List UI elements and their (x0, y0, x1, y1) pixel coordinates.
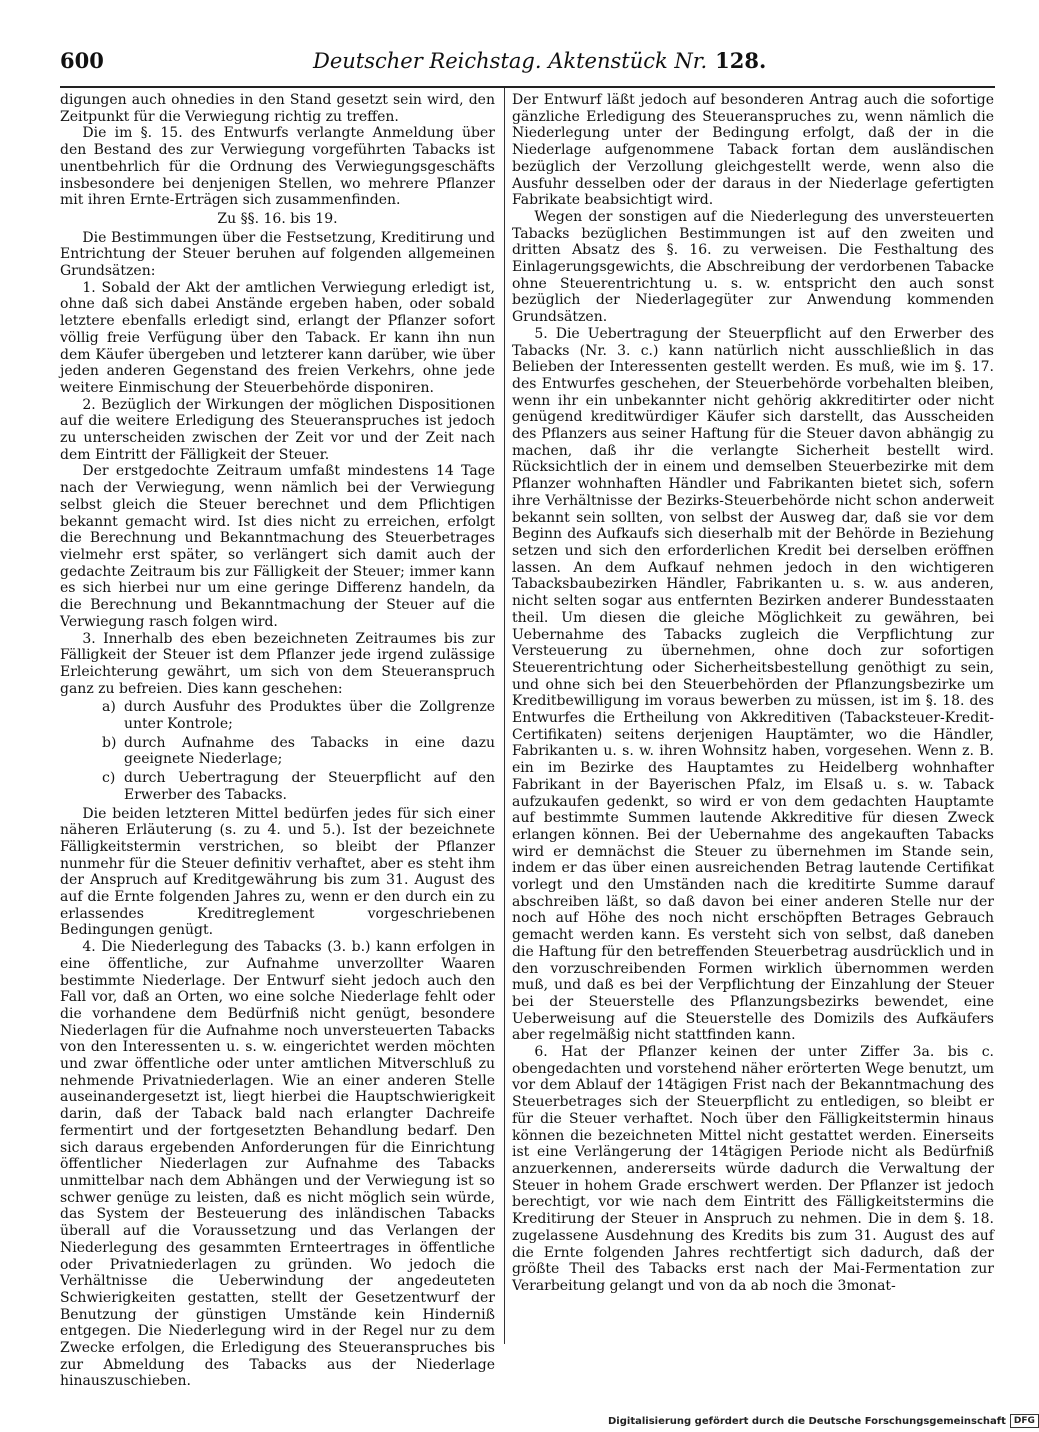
paragraph: Wegen der sonstigen auf die Niederlegung des unversteuerten Tabacks bezüglichen Bestimmungen ist auf den zweiten und dritten Absatz des §. 16. zu verweisen. Die Festhaltung des Einlagerungsgewichts, die Abschreibung der verdorbenen Tabacke ohne Steuerentrichtung u. s. w. entspricht den auch sonst bezüglich der Niederlagegüter zur Anwendung kommenden Grundsätzen. (512, 208, 994, 326)
list-item (102, 699, 495, 732)
list-item-text: durch Ausfuhr des Produktes über die Zollgrenze unter Kontrole; (124, 699, 495, 733)
paragraph: Die beiden letzteren Mittel bedürfen jedes für sich einer näheren Erläuterung (s. zu 4. und 5.). Ist der bezeichnete Fälligkeitstermin verstrichen, so bleibt der Pflanzer nunmehr für die Steuer definitiv verhaftet, aber es steht ihm der Anspruch auf Kreditgewährung bis zum 31. August des auf die Ernte folgenden Jahres zu, wenn er den durch ein zu erlassendes Kreditreglement vorgeschriebenen Bedingungen genügt. (60, 805, 495, 939)
list-item-label: c) (102, 770, 116, 787)
left-column (60, 92, 495, 1390)
page-number: 600 (60, 48, 104, 73)
page-header (60, 48, 767, 78)
paragraph: Der erstgedochte Zeitraum umfaßt mindestens 14 Tage nach der Verwiegung, wenn nämlich bei der Verwiegung selbst gleich die Steuer berechnet und dem Pflichtigen bekannt gemacht wird. Ist dies nicht zu erreichen, erfolgt die Berechnung und Bekanntmachung des Steuerbetrages vielmehr erst später, so verlängert sich damit auch der gedachte Zeitraum bis zur Fälligkeit der Steuer; immer kann es sich hierbei nur um eine geringe Differenz handeln, da die Berechnung und Bekanntmachung der Steuer auf die Verwiegung rasch folgen wird. (60, 463, 495, 630)
running-title-text: Deutscher Reichstag. Aktenstück Nr. (313, 49, 708, 73)
document-number: 128. (715, 48, 767, 73)
list-item-text: durch Aufnahme des Tabacks in eine dazu geeignete Niederlage; (124, 734, 495, 768)
paragraph: Die Bestimmungen über die Festsetzung, Kreditirung und Entrichtung der Steuer beruhen auf folgenden allgemeinen Grundsätzen: (60, 229, 495, 280)
paragraph: 3. Innerhalb des eben bezeichneten Zeitraumes bis zur Fälligkeit der Steuer ist dem Pflanzer jede irgend zulässige Erleichterung gewährt, um sich von dem Steueranspruch ganz zu befreien. Dies kann geschehen: (60, 630, 495, 697)
paragraph: digungen auch ohnedies in den Stand gesetzt sein wird, den Zeitpunkt für die Verwiegung richtig zu treffen. (60, 92, 495, 125)
paragraph: 6. Hat der Pflanzer keinen der unter Ziffer 3a. bis c. obengedachten und vorstehend näher erörterten Wege benutzt, um vor dem Ablauf der 14tägigen Frist nach der Bekanntmachung des Steuerbetrages sich der Steuerpflicht zu entledigen, so bleibt er für die Steuer verhaftet. Noch über den Fälligkeitstermin hinaus können die bezeichneten Mittel nicht gestattet werden. Einerseits ist eine Verlängerung der 14tägigen Periode nicht als Bedürfniß anzuerkennen, andererseits würde dadurch die Verwaltung der Steuer in hohem Grade erschwert werden. Der Pflanzer ist jedoch berechtigt, vor wie nach dem Eintritt des Fälligkeitstermins die Kreditirung der Steuer in Anspruch zu nehmen. Die in dem §. 18. zugelassene Ausdehnung des Kredits bis zum 31. August des auf die Ernte folgenden Jahres rechtfertigt sich dadurch, daß der größte Theil des Tabacks erst nach der Mai-Fermentation zur Verarbeitung gelangt und von da ab noch die 3monat- (512, 1044, 994, 1294)
list-item-label: a) (102, 699, 116, 716)
header-rule (60, 86, 995, 88)
section-heading: Zu §§. 16. bis 19. (217, 210, 338, 227)
paragraph: 4. Die Niederlegung des Tabacks (3. b.) kann erfolgen in eine öffentliche, zur Aufnahme unverzollter Waaren bestimmte Niederlage. Der Entwurf sieht jedoch auch den Fall vor, daß an Orten, wo eine solche Niederlage fehlt oder die vorhandene dem Bedürfniß nicht genügt, besondere Niederlagen für die Aufnahme noch unversteuerten Tabacks von den Interessenten u. s. w. eingerichtet werden möchten und zwar öffentliche oder unter amtlichen Mitverschluß zu nehmende Privatniederlagen. Wie an einer anderen Stelle auseinandergesetzt ist, liegt hierbei die Hauptschwierigkeit darin, daß der Taback bald nach erlangter Dachreife fermentirt und der fortgesetzten Behandlung bedarf. Den sich daraus ergebenden Anforderungen für die Einrichtung öffentlicher Niederlagen zur Aufnahme des Tabacks unmittelbar nach dem Abhängen und der Verwiegung ist so schwer genüge zu leisten, daß es nicht möglich sein würde, das System der Besteuerung des inländischen Tabacks überall auf die Voraussetzung und das Verlangen der Niederlegung des gesammten Ernteertrages in öffentliche oder Privatniederlagen zu gründen. Wo jedoch die Verhältnisse die Ueberwindung der angedeuteten Schwierigkeiten gestatten, stellt der Gesetzentwurf der Benutzung der günstigen Umstände kein Hinderniß entgegen. Die Niederlegung wird in der Regel nur zu dem Zwecke erfolgen, die Erledigung des Steueranspruches bis zur Abmeldung des Tabacks aus der Niederlage hinauszuschieben. (60, 939, 495, 1390)
paragraph: Der Entwurf läßt jedoch auf besonderen Antrag auch die sofortige gänzliche Erledigung des Steueranspruches zu, wenn nämlich die Niederlegung unter der Bedingung erfolgt, daß der in die Niederlage aufgenommene Taback fortan dem ausländischen bezüglich der Verzollung gleichgestellt werde, wenn also die Ausfuhr desselben oder der daraus in der Niederlage gefertigten Fabrikate beabsichtigt wird. (512, 92, 994, 209)
list-item-text: durch Uebertragung der Steuerpflicht auf den Erwerber des Tabacks. (124, 770, 495, 803)
column-divider (504, 88, 505, 1344)
paragraph: Die im §. 15. des Entwurfs verlangte Anmeldung über den Bestand des zur Verwiegung vorgeführten Tabacks ist unentbehrlich für die Ordnung des Verwiegungsgeschäfts insbesondere bei denjenigen Stellen, wo mehrere Pflanzer mit ihren Ernte-Erträgen sich zusammenfinden. (60, 125, 495, 209)
paragraph: 1. Sobald der Akt der amtlichen Verwiegung erledigt ist, ohne daß sich dabei Anstände ergeben haben, oder sobald letztere ebenfalls erledigt sind, erlangt der Pflanzer sofort völlig freie Verfügung über den Taback. Er kann ihn nun dem Käufer übergeben und letzterer kann darüber, wie über jeden anderen Gegenstand des freien Verkehrs, ohne jede weitere Einmischung der Steuerbehörde disponiren. (60, 279, 495, 396)
enumerated-list (60, 699, 495, 803)
paragraph: 5. Die Uebertragung der Steuerpflicht auf den Erwerber des Tabacks (Nr. 3. c.) kann natürlich nicht ausschließlich in das Belieben der Interessenten gestellt werden. Es muß, wie im §. 17. des Entwurfes geschehen, der Steuerbehörde vorbehalten bleiben, wenn ihr ein unbekannter nicht gehörig akkreditirter oder nicht genügend kreditwürdiger Käufer sich darstellt, das Ausscheiden des Pflanzers aus seiner Haftung für die Steuer davon abhängig zu machen, daß ihr die verlangte Sicherheit bestellt wird. Rücksichtlich der in einem und demselben Steuerbezirke mit dem Pflanzer wohnhaften Händler und Fabrikanten bietet sich, sofern ihre Verhältnisse der Bezirks-Steuerbehörde nicht schon anderweit bekannt sein sollten, von selbst der Ausweg dar, daß sie vor dem Beginn des Aufkaufs sich dieserhalb mit der Behörde in Beziehung setzen und sich den erforderlichen Kredit bei derselben eröffnen lassen. An dem Aufkauf nehmen jedoch in den wichtigeren Tabacksbaubezirken Händler, Fabrikanten u. s. w. aus anderen, nicht selten sogar aus entfernten Bezirken anderer Bundesstaaten theil. Um diesen die gleiche Möglichkeit zu gewähren, bei Uebernahme des Tabacks zugleich die Verpflichtung zur Versteuerung zu übernehmen, ohne doch zur sofortigen Steuerentrichtung oder Sicherheitsbestellung genöthigt zu sein, und ohne sich bei den Steuerbehörden der Pflanzungsbezirke um Kreditbewilligung im voraus bewerben zu müssen, ist im §. 18. des Entwurfes die Ertheilung von Akkreditiven (Tabacksteuer-Kredit-Certifikaten) seitens derjenigen Hauptämter, wo die Händler, Fabrikanten u. s. w. ihren Wohnsitz haben, vorgesehen. Wenn z. B. ein im Bezirke des Hauptamtes zu Heidelberg wohnhafter Fabrikant in der Bayerischen Pfalz, im Elsaß u. s. w. Taback aufzukaufen gedenkt, so wird er von dem gedachten Hauptamte auf bestimmte Summen lautende Akkreditive für diesen Zweck erlangen können. Bei der Uebernahme des angekauften Tabacks wird er demnächst die Steuer zu übernehmen im Stande sein, indem er das über einen ausreichenden Betrag lautende Certifikat vorlegt und den Umständen nach die kreditirte Summe darauf abschreiben läßt, so daß davon bei einer anderen Stelle nur der noch auf Höhe des noch nicht erschöpften Betrages Gebrauch gemacht werden kann. Es versteht sich von selbst, daß daneben die Haftung für den betreffenden Steuerbetrag ausdrücklich und in den vorzuschreibenden Formen wirklich übernommen werden muß, und daß es bei der Verpflichtung der Einzahlung der Steuer bei der Steuerstelle des Pflanzungsbezirks bewendet, eine Ueberweisung auf die Steuerstelle des Domizils des Aufkäufers aber regelmäßig nicht stattfinden kann. (512, 325, 994, 1044)
paragraph: 2. Bezüglich der Wirkungen der möglichen Dispositionen auf die weitere Erledigung des Steueranspruches ist jedoch zu unterscheiden zwischen der Zeit vor und der Zeit nach dem Eintritt der Fälligkeit der Steuer. (60, 396, 495, 463)
list-item (102, 735, 495, 768)
credit-text: Digitalisierung gefördert durch die Deutsche Forschungsgemeinschaft (608, 1416, 1006, 1427)
dfg-logo: DFG (1010, 1414, 1039, 1428)
digitization-credit (608, 1414, 1035, 1430)
list-item (102, 770, 495, 803)
right-column (512, 92, 994, 1344)
running-title (313, 48, 766, 73)
list-item-label: b) (102, 734, 117, 751)
